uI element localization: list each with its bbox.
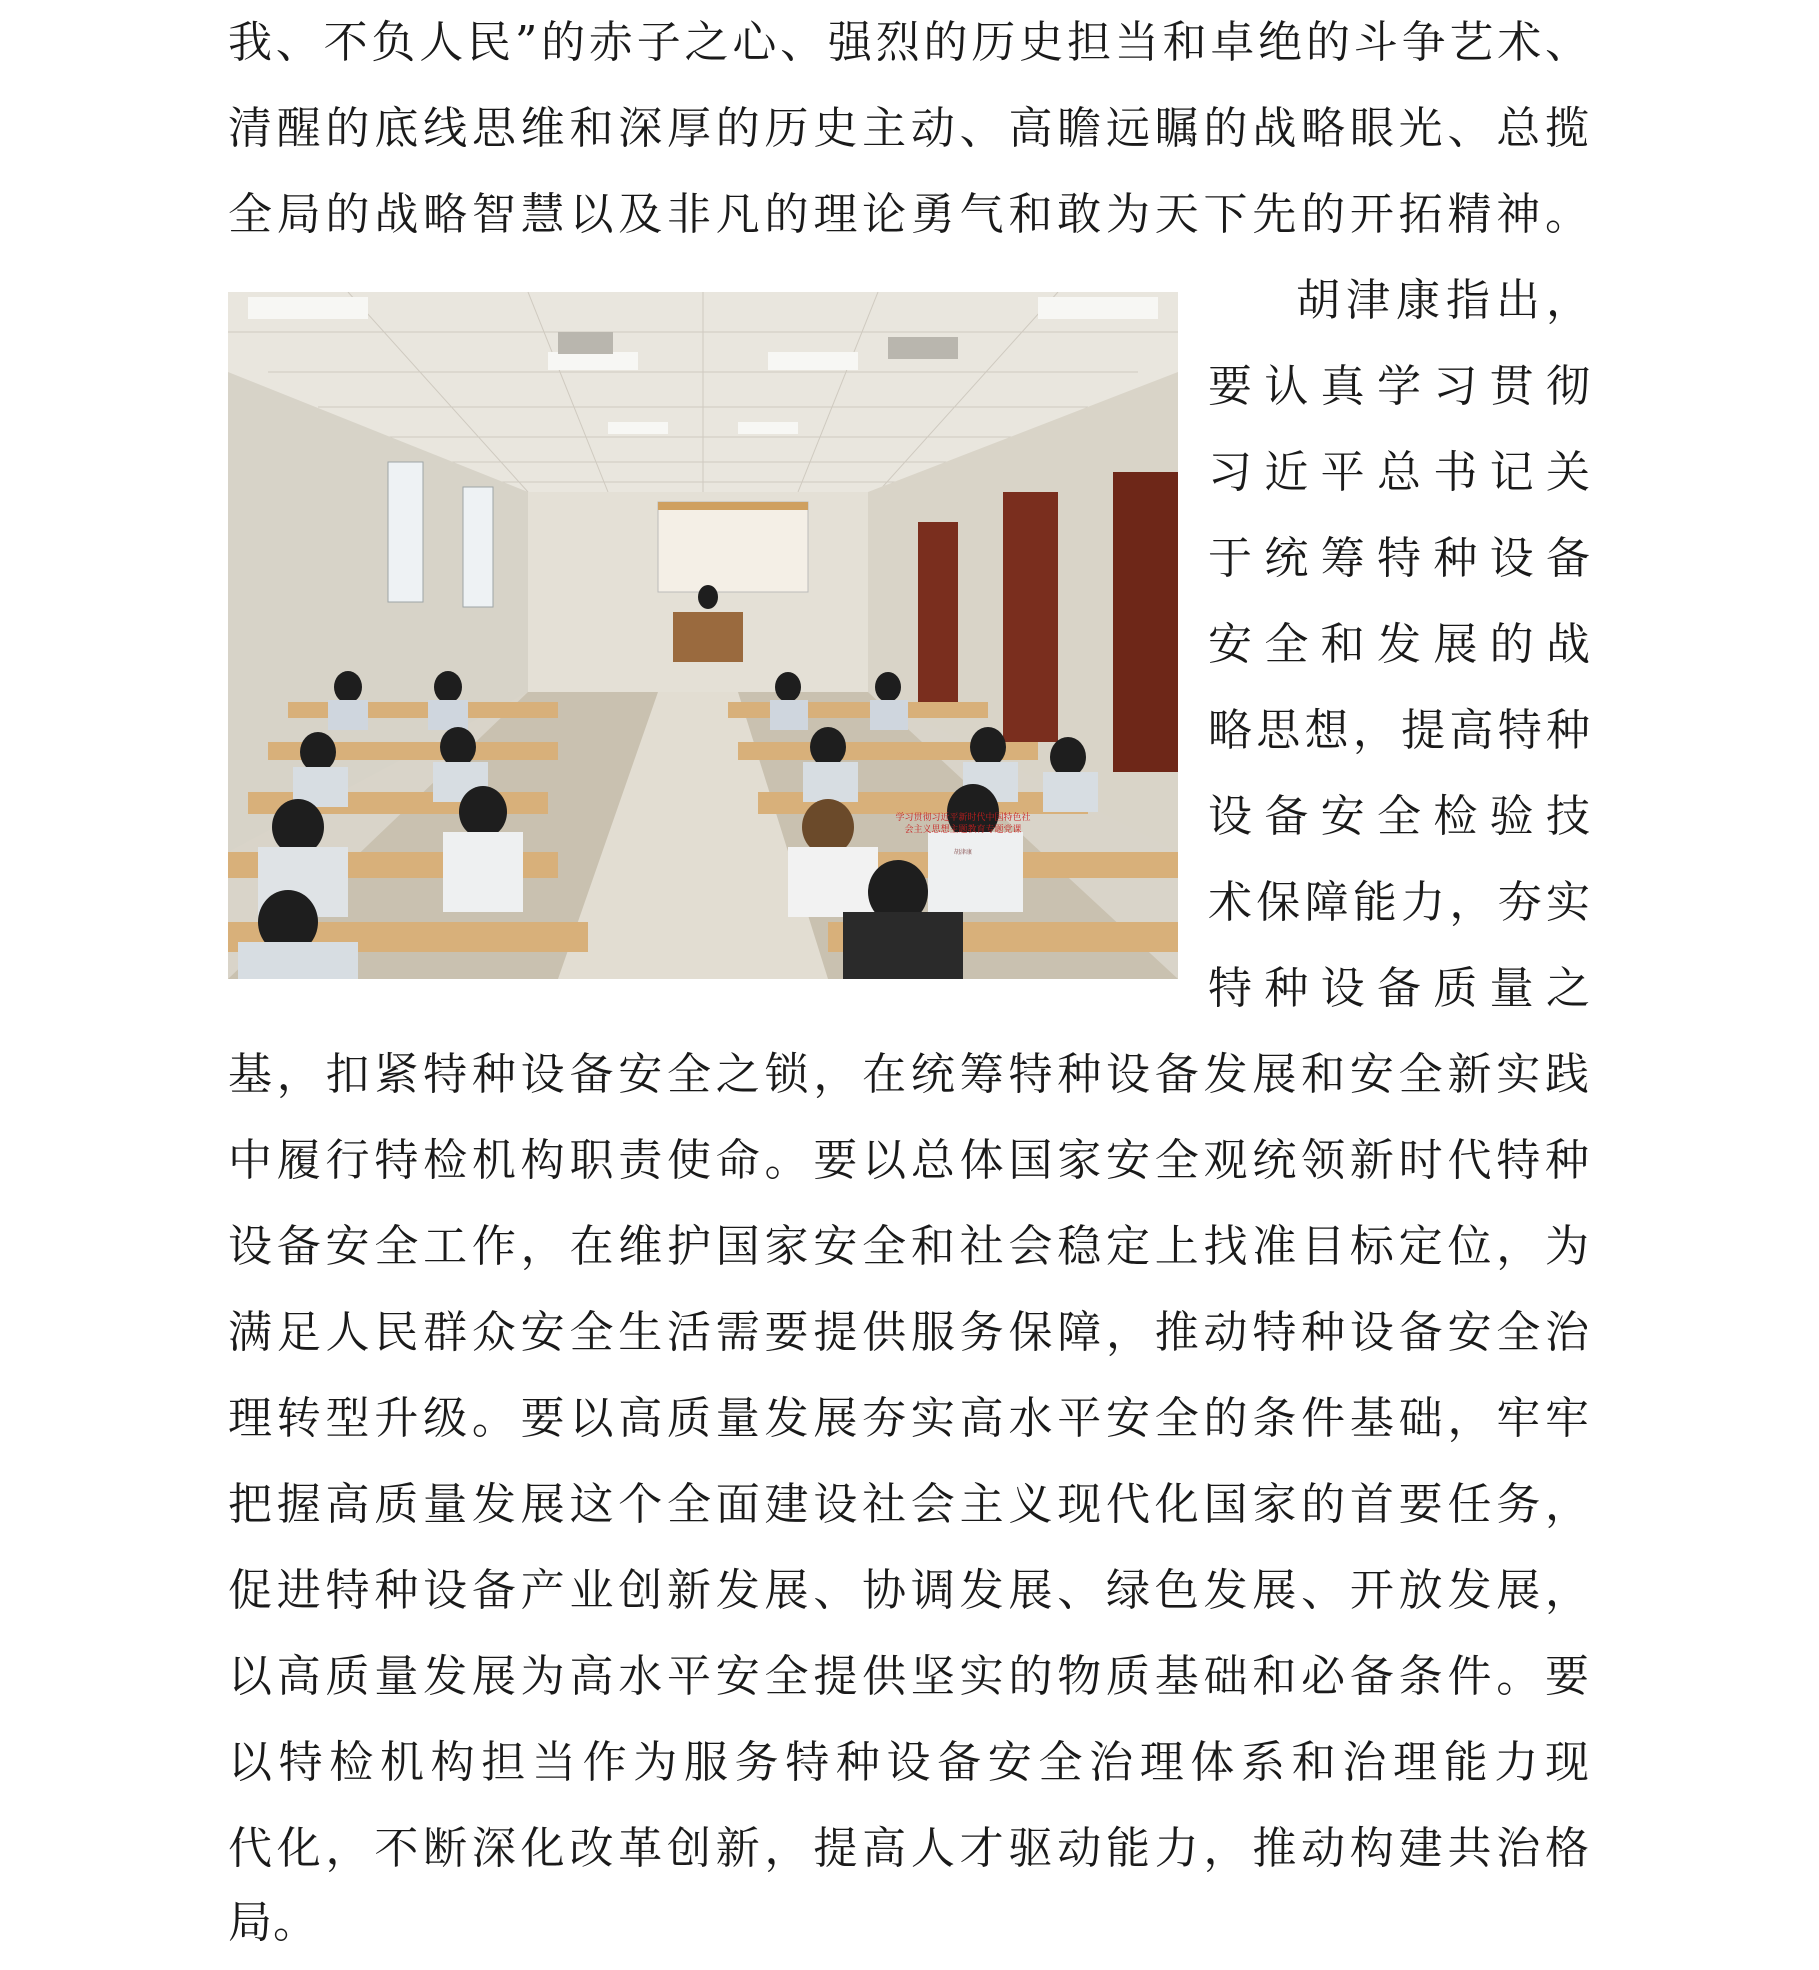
- side-text-line: 要认真学习贯彻: [1208, 361, 1590, 412]
- body-text-line: 设备安全工作，在维护国家安全和社会稳定上找准目标定位，为: [228, 1221, 1590, 1272]
- body-text-line: 局。: [228, 1897, 318, 1948]
- body-text-line: 清醒的底线思维和深厚的历史主动、高瞻远瞩的战略眼光、总揽: [228, 103, 1590, 154]
- side-text-line: 习近平总书记关: [1208, 447, 1590, 498]
- meeting-photo: [228, 292, 1178, 979]
- projection-screen-subtitle: 胡津康: [953, 849, 972, 856]
- side-text-line: 特种设备质量之: [1208, 963, 1590, 1014]
- body-text-line: 促进特种设备产业创新发展、协调发展、绿色发展、开放发展，: [228, 1565, 1590, 1616]
- body-text-line: 把握高质量发展这个全面建设社会主义现代化国家的首要任务，: [228, 1479, 1590, 1530]
- body-text-line: 我、不负人民”的赤子之心、强烈的历史担当和卓绝的斗争艺术、: [228, 17, 1590, 68]
- side-text-line: 设备安全检验技: [1208, 791, 1590, 842]
- body-text-line: 基，扣紧特种设备安全之锁，在统筹特种设备发展和安全新实践: [228, 1049, 1590, 1100]
- side-text-line: 于统筹特种设备: [1208, 533, 1590, 584]
- body-text-line: 以高质量发展为高水平安全提供坚实的物质基础和必备条件。要: [228, 1651, 1590, 1702]
- side-text-line: 术保障能力，夯实: [1208, 877, 1590, 928]
- body-text-line: 全局的战略智慧以及非凡的理论勇气和敢为天下先的开拓精神。: [228, 189, 1590, 240]
- body-text-line: 满足人民群众安全生活需要提供服务保障，推动特种设备安全治: [228, 1307, 1590, 1358]
- body-text-line: 以特检机构担当作为服务特种设备安全治理体系和治理能力现: [228, 1737, 1590, 1788]
- side-text-line: 略思想，提高特种: [1208, 705, 1590, 756]
- body-text-line: 中履行特检机构职责使命。要以总体国家安全观统领新时代特种: [228, 1135, 1590, 1186]
- projection-screen-title: 学习贯彻习近平新时代中国特色社会主义思想主题教育专题党课: [895, 813, 1031, 835]
- side-text-line: 安全和发展的战: [1208, 619, 1590, 670]
- side-text-line: 胡津康指出，: [1296, 275, 1590, 326]
- body-text-line: 理转型升级。要以高质量发展夯实高水平安全的条件基础，牢牢: [228, 1393, 1590, 1444]
- body-text-line: 代化，不断深化改革创新，提高人才驱动能力，推动构建共治格: [228, 1823, 1590, 1874]
